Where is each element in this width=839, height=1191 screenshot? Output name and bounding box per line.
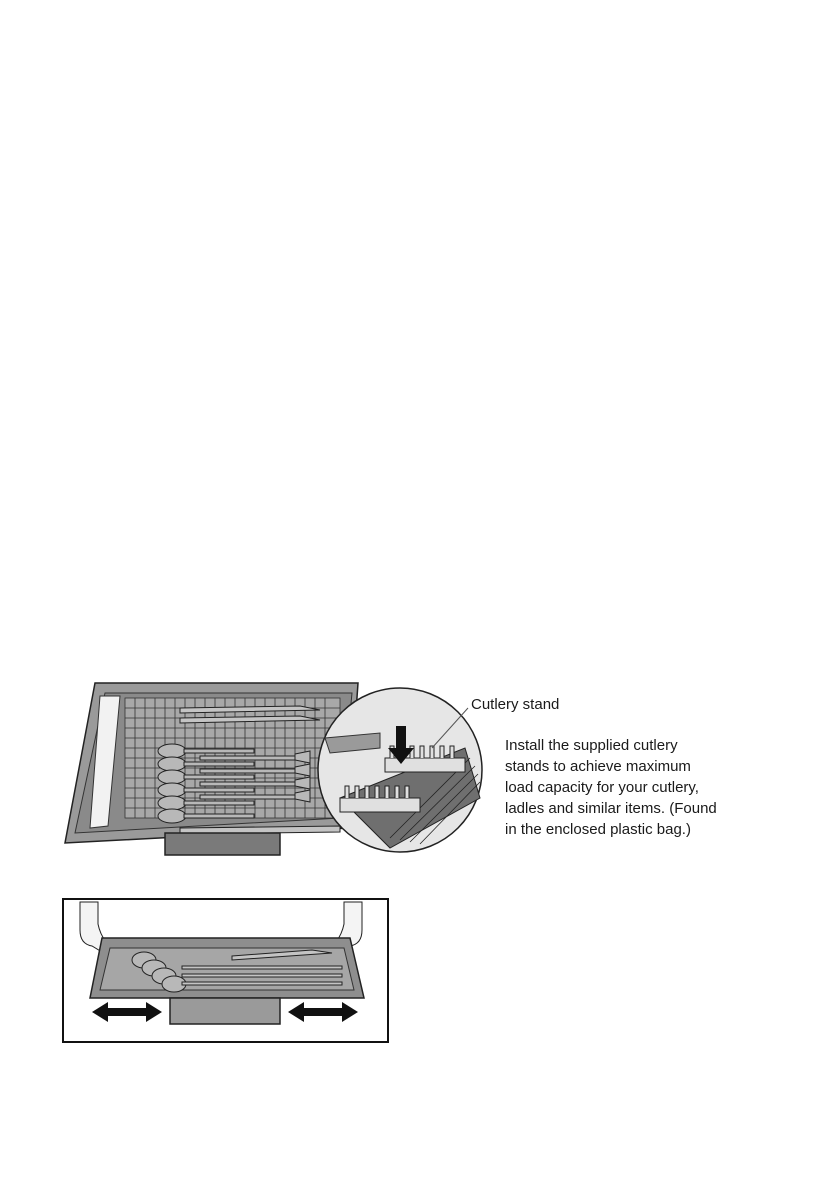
cutlery-rack-slide-illustration-icon bbox=[62, 898, 390, 1044]
cutlery-rack-illustration-icon bbox=[60, 678, 500, 878]
instruction-line: load capacity for your cutlery, bbox=[505, 779, 699, 796]
cutlery-stand-instructions bbox=[505, 735, 745, 840]
cutlery-stand-label: Cutlery stand bbox=[471, 696, 560, 713]
cutlery-rack-illustration bbox=[60, 678, 500, 878]
instruction-line: ladles and similar items. (Found bbox=[505, 800, 717, 817]
cutlery-rack-slide-illustration bbox=[62, 898, 390, 1044]
instruction-line: in the enclosed plastic bag.) bbox=[505, 821, 691, 838]
instruction-line: Install the supplied cutlery bbox=[505, 737, 678, 754]
instruction-line: stands to achieve maximum bbox=[505, 758, 691, 775]
